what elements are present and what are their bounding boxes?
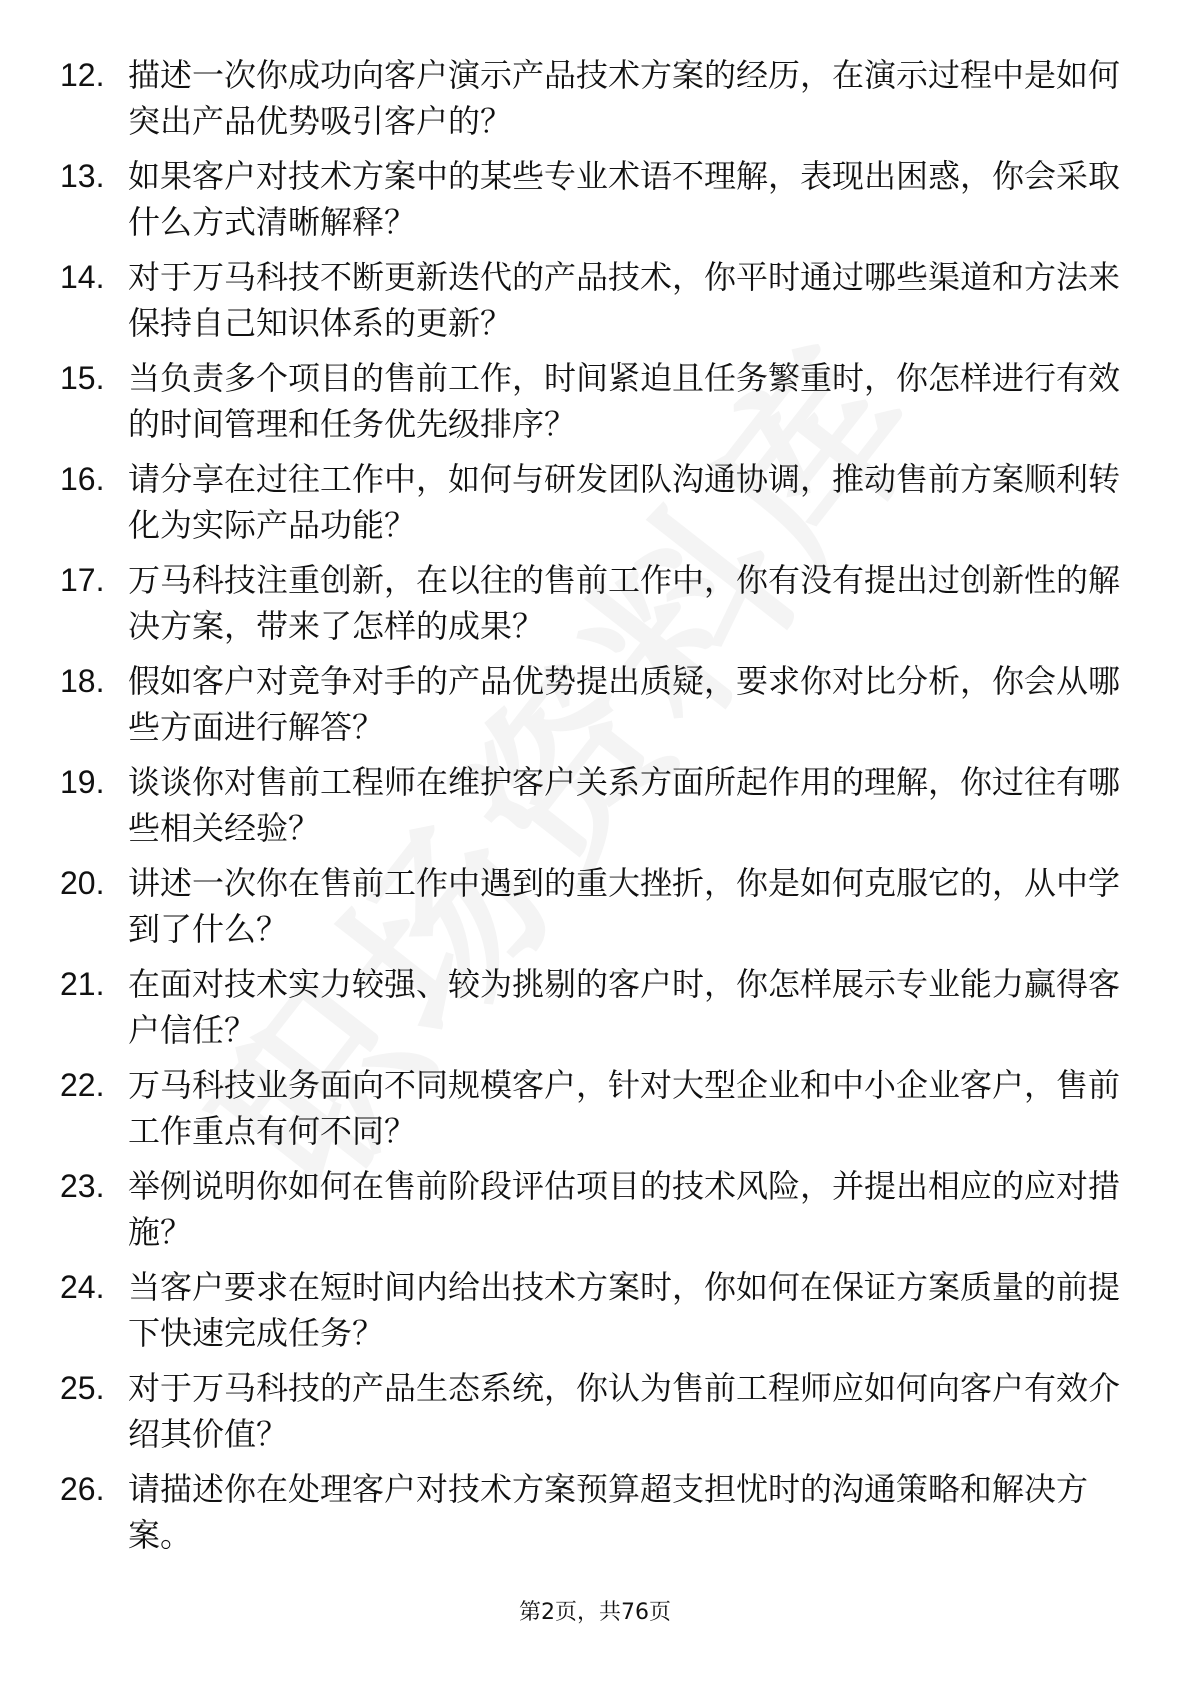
question-number: 15. xyxy=(60,360,105,396)
question-text: 当客户要求在短时间内给出技术方案时，你如何在保证方案质量的前提下快速完成任务？ xyxy=(128,1268,1121,1352)
question-text: 描述一次你成功向客户演示产品技术方案的经历，在演示过程中是如何突出产品优势吸引客户的？ xyxy=(128,56,1121,140)
question-text: 谈谈你对售前工程师在维护客户关系方面所起作用的理解，你过往有哪些相关经验？ xyxy=(128,763,1121,847)
question-item xyxy=(60,860,1120,952)
question-number: 26. xyxy=(60,1471,105,1507)
question-item xyxy=(60,153,1120,245)
question-number: 22. xyxy=(60,1067,105,1103)
question-text: 当负责多个项目的售前工作，时间紧迫且任务繁重时，你怎样进行有效的时间管理和任务优先级排序？ xyxy=(128,359,1121,443)
question-number: 16. xyxy=(60,461,105,497)
question-item xyxy=(60,658,1120,750)
question-number: 23. xyxy=(60,1168,105,1204)
question-list xyxy=(60,52,1120,1567)
question-text: 假如客户对竞争对手的产品优势提出质疑，要求你对比分析，你会从哪些方面进行解答？ xyxy=(128,662,1121,746)
question-number: 24. xyxy=(60,1269,105,1305)
question-text: 请分享在过往工作中，如何与研发团队沟通协调，推动售前方案顺利转化为实际产品功能？ xyxy=(128,460,1121,544)
question-text: 如果客户对技术方案中的某些专业术语不理解，表现出困惑，你会采取什么方式清晰解释？ xyxy=(128,157,1121,241)
question-item xyxy=(60,1466,1120,1558)
page-footer: 第2页，共76页 xyxy=(519,1600,671,1625)
question-number: 20. xyxy=(60,865,105,901)
question-number: 25. xyxy=(60,1370,105,1406)
question-item xyxy=(60,759,1120,851)
question-text: 对于万马科技的产品生态系统，你认为售前工程师应如何向客户有效介绍其价值？ xyxy=(128,1369,1121,1453)
question-number: 21. xyxy=(60,966,105,1002)
question-number: 19. xyxy=(60,764,105,800)
question-item xyxy=(60,1163,1120,1255)
question-number: 14. xyxy=(60,259,105,295)
question-text: 万马科技注重创新，在以往的售前工作中，你有没有提出过创新性的解决方案，带来了怎样的成果？ xyxy=(128,561,1121,645)
question-text: 万马科技业务面向不同规模客户，针对大型企业和中小企业客户，售前工作重点有何不同？ xyxy=(128,1066,1121,1150)
question-item xyxy=(60,1062,1120,1154)
question-item xyxy=(60,1264,1120,1356)
question-number: 12. xyxy=(60,57,105,93)
question-item xyxy=(60,961,1120,1053)
question-text: 在面对技术实力较强、较为挑剔的客户时，你怎样展示专业能力赢得客户信任？ xyxy=(128,965,1121,1049)
question-number: 18. xyxy=(60,663,105,699)
question-item xyxy=(60,254,1120,346)
question-item xyxy=(60,52,1120,144)
question-number: 17. xyxy=(60,562,105,598)
question-item xyxy=(60,456,1120,548)
question-item xyxy=(60,557,1120,649)
question-item xyxy=(60,1365,1120,1457)
question-text: 请描述你在处理客户对技术方案预算超支担忧时的沟通策略和解决方案。 xyxy=(128,1470,1089,1554)
question-text: 举例说明你如何在售前阶段评估项目的技术风险，并提出相应的应对措施？ xyxy=(128,1167,1121,1251)
question-item xyxy=(60,355,1120,447)
question-number: 13. xyxy=(60,158,105,194)
question-text: 对于万马科技不断更新迭代的产品技术，你平时通过哪些渠道和方法来保持自己知识体系的更新？ xyxy=(128,258,1121,342)
question-text: 讲述一次你在售前工作中遇到的重大挫折，你是如何克服它的，从中学到了什么？ xyxy=(128,864,1121,948)
